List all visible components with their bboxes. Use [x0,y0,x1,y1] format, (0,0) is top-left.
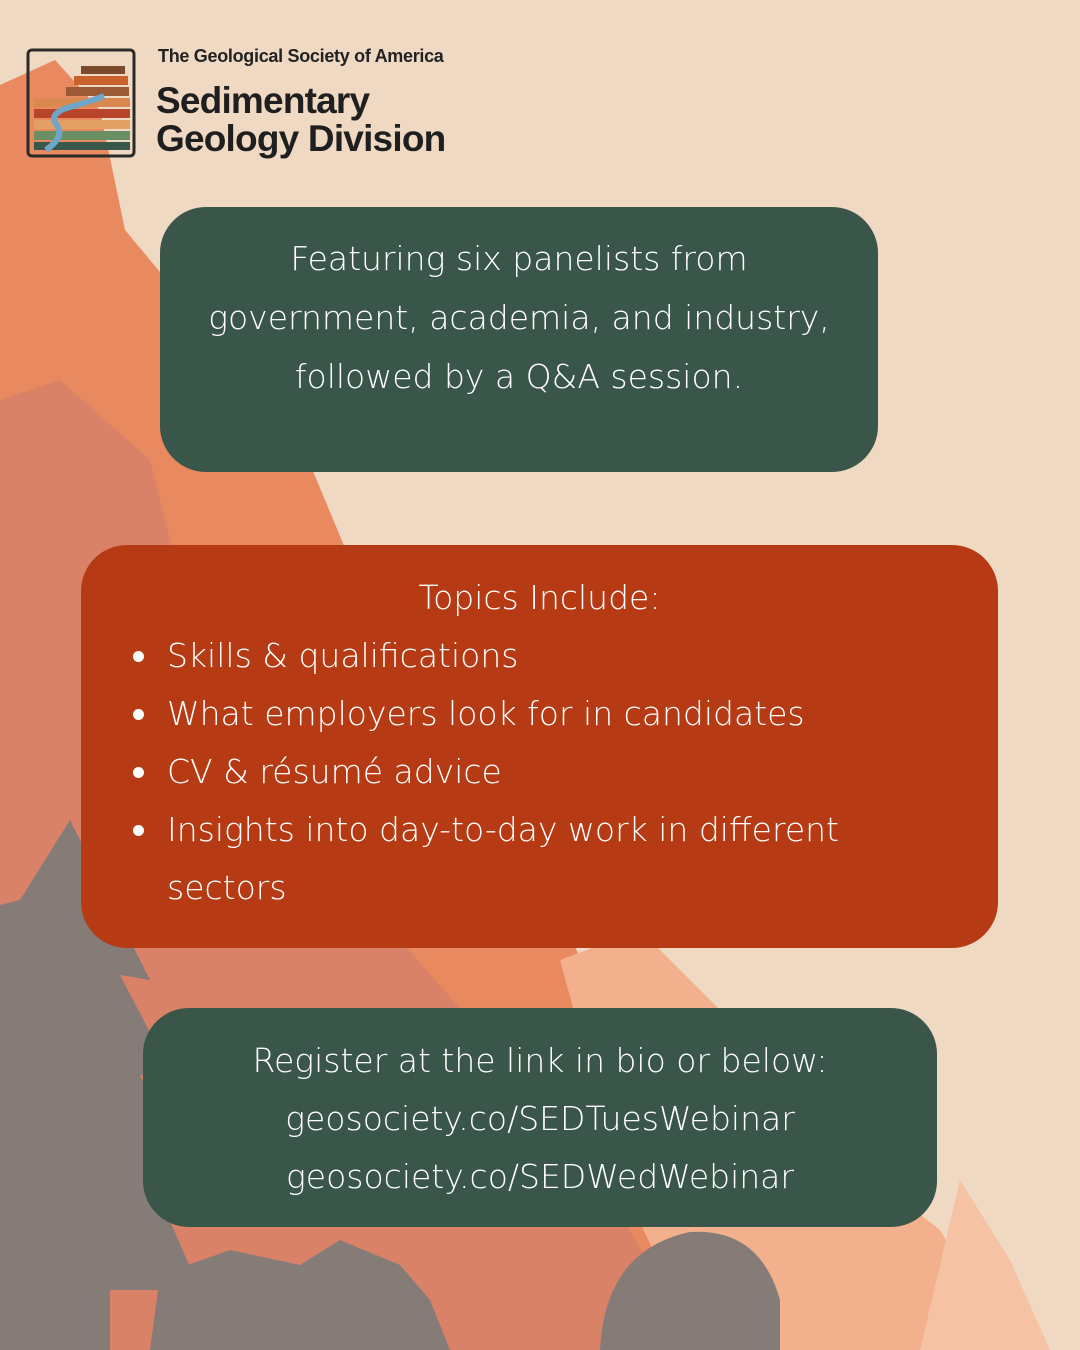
topic-item [167,685,998,743]
division-name [156,82,445,158]
division-name-line2: Geology Division [156,118,446,159]
bullet-dot-icon [133,709,144,720]
bullet-dot-icon [133,825,144,836]
topic-item-label: Insights into day-to-day work in different sectors [167,810,839,907]
topic-item-label: What employers look for in candidates [167,694,805,733]
gsa-sedimentary-logo-icon [26,48,136,158]
intro-panel [160,207,878,472]
register-heading: Register at the link in bio or below: [252,1041,828,1080]
topic-item [167,801,998,917]
register-link-wednesday[interactable]: geosociety.co/SEDWedWebinar [286,1157,794,1196]
topics-list [81,627,998,917]
topic-item [167,743,998,801]
society-name: The Geological Society of America [158,46,444,66]
bullet-dot-icon [133,651,144,662]
topics-title: Topics Include: [418,578,661,617]
bullet-dot-icon [133,767,144,778]
register-link-tuesday[interactable]: geosociety.co/SEDTuesWebinar [285,1099,795,1138]
register-panel [143,1008,937,1227]
division-name-line1: Sedimentary [156,80,370,121]
topic-item-label: CV & résumé advice [167,752,502,791]
topics-panel [81,545,998,948]
topic-item-label: Skills & qualifications [167,636,519,675]
topic-item [167,627,998,685]
intro-text: Featuring six panelists from government, academia, and industry, followed by a Q&A session. [208,239,830,396]
